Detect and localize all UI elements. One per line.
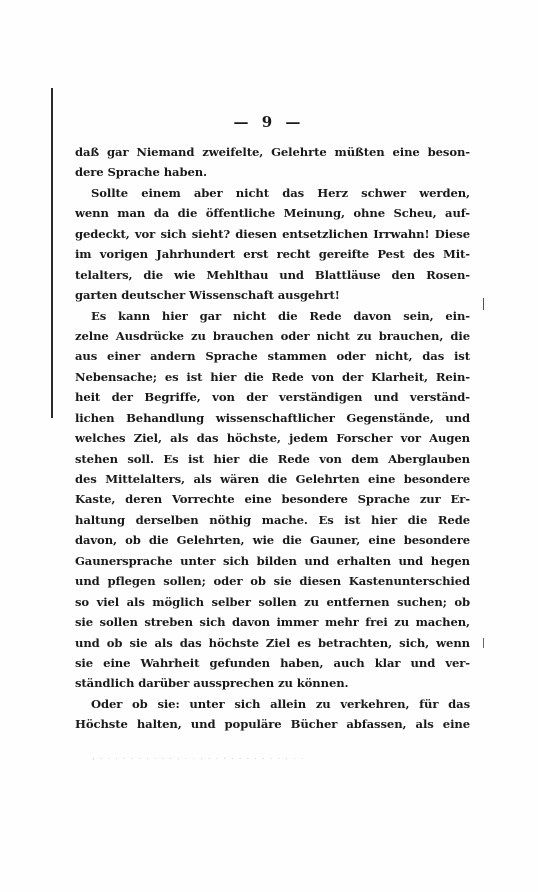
text-line: gedeckt, vor sich sieht? diesen entsetzlichen Irrwahn! Diese (75, 226, 470, 241)
text-line: Nebensache; es ist hier die Rede von der Klarheit, Rein- (75, 369, 470, 384)
text-line: und ob sie als das höchste Ziel es betrachten, sich, wenn (75, 635, 470, 650)
text-line: Es kann hier gar nicht die Rede davon sein, ein- (91, 308, 470, 323)
text-line: Gaunersprache unter sich bilden und erhalten und hegen (75, 553, 470, 568)
text-line: Höchste halten, und populäre Bücher abfassen, als eine (75, 717, 470, 732)
text-line: welches Ziel, als das höchste, jedem Forscher vor Augen (75, 431, 470, 446)
text-line: haltung derselben nöthig mache. Es ist hier die Rede (75, 512, 470, 527)
text-line: stehen soll. Es ist hier die Rede von dem Aberglauben (75, 451, 470, 466)
text-line: ständlich darüber aussprechen zu können. (75, 676, 349, 691)
body-text (75, 142, 470, 735)
text-line: im vorigen Jahrhundert erst recht gereifte Pest des Mit- (75, 247, 470, 262)
text-line: Sollte einem aber nicht das Herz schwer werden, (91, 185, 470, 200)
text-line: aus einer andern Sprache stammen oder nicht, das ist (75, 349, 470, 364)
text-line: daß gar Niemand zweifelte, Gelehrte müßten eine beson- (75, 145, 470, 159)
text-line: telalters, die wie Mehlthau und Blattläuse den Rosen- (75, 267, 470, 282)
margin-mark (483, 298, 484, 310)
text-line: und pflegen sollen; oder ob sie diesen Kastenunterschied (75, 574, 470, 589)
text-line: so viel als möglich selber sollen zu entfernen suchen; ob (75, 594, 470, 609)
text-line: zelne Ausdrücke zu brauchen oder nicht zu brauchen, die (75, 328, 470, 343)
text-line: heit der Begriffe, von der verständigen und verständ- (75, 390, 470, 405)
text-line: lichen Behandlung wissenschaftlicher Gegenstände, und (75, 410, 470, 425)
text-line: des Mittelalters, als wären die Gelehrten eine besondere (75, 472, 470, 486)
margin-mark (483, 638, 484, 648)
text-line: garten deutscher Wissenschaft ausgehrt! (75, 288, 340, 303)
bleed-through-text: , . . . . . . . . . . . . . . . . . . . . . . . . . . . (92, 752, 305, 762)
text-line: davon, ob die Gelehrten, wie die Gauner, eine besondere (75, 533, 470, 548)
text-line: sie sollen streben sich davon immer mehr frei zu machen, (75, 615, 470, 630)
text-line: sie eine Wahrheit gefunden haben, auch klar und ver- (75, 655, 470, 670)
page-number: — 9 — (233, 113, 305, 131)
text-line: Kaste, deren Vorrechte eine besondere Sprache zur Er- (75, 492, 470, 507)
binding-edge-line (51, 88, 53, 418)
text-line: dere Sprache haben. (75, 165, 207, 180)
text-line: wenn man da die öffentliche Meinung, ohne Scheu, auf- (75, 206, 470, 221)
text-line: Oder ob sie: unter sich allein zu verkehren, für das (91, 696, 470, 711)
